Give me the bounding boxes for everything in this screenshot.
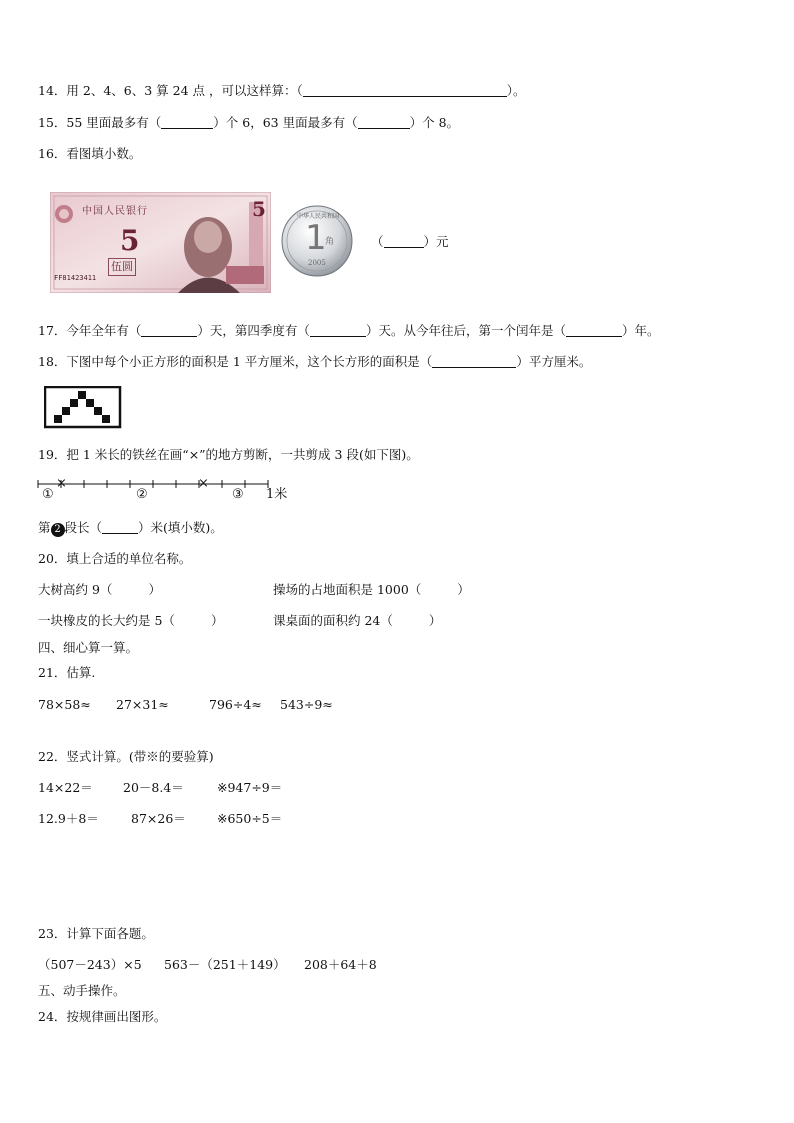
vertical-calc-6: ※650÷5＝ [217, 811, 283, 826]
q20-item-playground-area: 操场的占地面积是 1000（ ） [273, 582, 470, 597]
question-22: 22．竖式计算。(带※的要验算) [38, 749, 214, 764]
vertical-calc-2: 20－8.4＝ [123, 780, 184, 795]
coin-unit: 角 [325, 237, 335, 247]
q20-item-eraser-length: 一块橡皮的长大约是 5（ ） [38, 613, 224, 628]
question-21: 21．估算. [38, 665, 96, 680]
banknote-5-yuan-image [50, 192, 271, 293]
answer-blank[interactable] [141, 324, 197, 337]
calc-item-1: （507－243）×5 [38, 957, 142, 972]
coin-year: 2005 [308, 259, 326, 267]
question-20: 20．填上合适的单位名称。 [38, 551, 192, 566]
question-16-answer: （ ）元 [371, 234, 449, 249]
question-19: 19．把 1 米长的铁丝在画“×”的地方剪断，一共剪成 3 段(如下图)。 [38, 447, 419, 462]
answer-blank[interactable] [161, 116, 213, 129]
banknote-title: 中国人民银行 [82, 206, 148, 217]
answer-blank[interactable] [310, 324, 366, 337]
calc-item-2: 563－（251＋149） [164, 957, 286, 972]
answer-blank[interactable] [358, 116, 410, 129]
question-15: 15．55 里面最多有（ ）个 6，63 里面最多有（ ）个 8。 [38, 115, 460, 130]
end-label-1m: 1米 [266, 487, 288, 502]
coin-1-jiao-image [281, 205, 353, 277]
segment-label-2: ② [136, 487, 148, 502]
section-5-heading: 五、动手操作。 [38, 983, 126, 998]
question-text: 用 2、4、6、3 算 24 点 ，可以这样算：（ [66, 83, 303, 98]
answer-blank[interactable] [303, 84, 507, 97]
banknote-serial: FF81423411 [54, 274, 97, 282]
estimate-item-4: 543÷9≈ [280, 697, 333, 712]
rectangle-grid-diagram [44, 386, 122, 430]
question-number: 14． [38, 83, 67, 98]
answer-blank[interactable] [432, 355, 516, 368]
question-18: 18．下图中每个小正方形的面积是 1 平方厘米，这个长方形的面积是（ ）平方厘米。 [38, 354, 592, 369]
cut-mark-2: × [198, 476, 209, 491]
answer-blank[interactable] [566, 324, 622, 337]
question-14: 14．用 2、4、6、3 算 24 点 ，可以这样算：（ ）。 [38, 83, 526, 98]
estimate-item-2: 27×31≈ [116, 697, 169, 712]
segment-label-1: ① [42, 487, 54, 502]
section-4-heading: 四、细心算一算。 [38, 640, 139, 655]
question-23: 23．计算下面各题。 [38, 926, 154, 941]
coin-denomination: 1 [305, 218, 327, 258]
answer-blank[interactable] [384, 235, 424, 248]
segment-label-3: ③ [232, 487, 244, 502]
vertical-calc-3: ※947÷9＝ [217, 780, 283, 795]
vertical-calc-4: 12.9＋8＝ [38, 811, 99, 826]
answer-blank[interactable] [102, 521, 138, 534]
question-16: 16．看图填小数。 [38, 146, 142, 161]
cut-mark-1: × [56, 476, 67, 491]
estimate-item-1: 78×58≈ [38, 697, 91, 712]
question-19-answer: 第 2 段长（ ）米(填小数)。 [38, 520, 223, 535]
question-24: 24．按规律画出图形。 [38, 1009, 167, 1024]
circled-number-2: 2 [51, 523, 65, 537]
banknote-corner-digit: 5 [252, 197, 266, 221]
banknote-denomination: 5 [120, 224, 140, 257]
vertical-calc-5: 87×26＝ [131, 811, 186, 826]
vertical-calc-1: 14×22＝ [38, 780, 93, 795]
estimate-item-3: 796÷4≈ [209, 697, 262, 712]
calc-item-3: 208＋64＋8 [304, 957, 377, 972]
coin-top-text: 中华人民共和国 [297, 213, 340, 220]
q20-item-desk-area: 课桌面的面积约 24（ ） [273, 613, 442, 628]
q20-item-tree-height: 大树高约 9（ ） [38, 582, 161, 597]
banknote-word: 伍圆 [108, 258, 136, 276]
question-17: 17．今年全年有（ ）天，第四季度有（ ）天。从今年往后，第一个闰年是（ ）年。 [38, 323, 660, 338]
